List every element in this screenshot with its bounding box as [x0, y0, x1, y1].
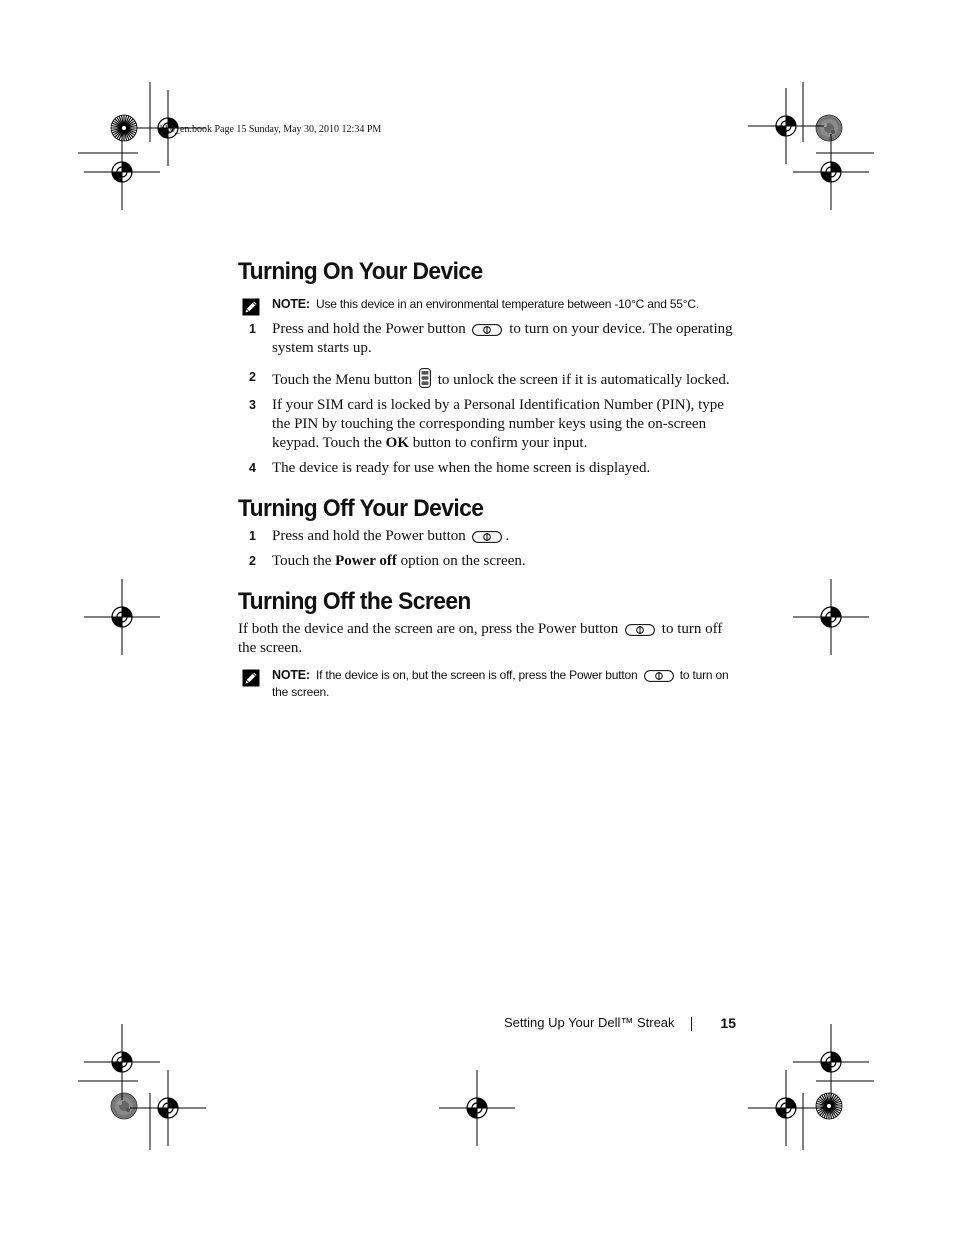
heading-turning-off-device: Turning Off Your Device: [238, 495, 484, 522]
power-button-icon: [625, 624, 655, 636]
print-slug: bk0_en.book Page 15 Sunday, May 30, 2010 12:34 PM: [160, 124, 382, 135]
heading-turning-off-screen: Turning Off the Screen: [238, 588, 471, 615]
note-label: NOTE:: [272, 668, 310, 682]
footer-divider: [691, 1017, 692, 1031]
note-screen-on: NOTE: If the device is on, but the screen is off, press the Power button to turn on the screen.: [238, 667, 738, 701]
page-number: 15: [720, 1015, 736, 1031]
list-item: 2 Touch the Power off option on the screen.: [249, 553, 526, 569]
note-pencil-icon: [242, 298, 260, 316]
list-item: 2 Touch the Menu button to unlock the screen if it is automatically locked.: [249, 370, 730, 388]
steps-turning-off: [238, 527, 738, 571]
list-item: 4 The device is ready for use when the home screen is displayed.: [249, 460, 651, 476]
footer-title: Setting Up Your Dell™ Streak: [504, 1015, 675, 1030]
list-item: 1 Press and hold the Power button .: [249, 528, 510, 544]
note-text: Use this device in an environmental temperature between -10°C and 55°C.: [316, 297, 699, 311]
power-button-icon: [472, 324, 502, 336]
steps-turning-on: [238, 320, 738, 478]
power-button-icon: [472, 531, 502, 543]
power-button-icon: [644, 670, 674, 682]
heading-turning-on: Turning On Your Device: [238, 258, 483, 285]
screen-off-paragraph: If both the device and the screen are on, press the Power button to turn off the screen.: [238, 621, 723, 656]
list-item: 1 Press and hold the Power button to turn on your device. The operating system starts up.: [249, 321, 733, 356]
note-temperature: [238, 296, 738, 313]
menu-button-icon: [419, 368, 431, 388]
list-item: 3 If your SIM card is locked by a Personal Identification Number (PIN), type the PIN by touching the corresponding number keys using the on-screen keypad. Touch the OK button to confirm your input.: [249, 397, 724, 451]
note-pencil-icon: [242, 669, 260, 687]
note-label: NOTE:: [272, 297, 310, 311]
main-content: [238, 255, 738, 701]
